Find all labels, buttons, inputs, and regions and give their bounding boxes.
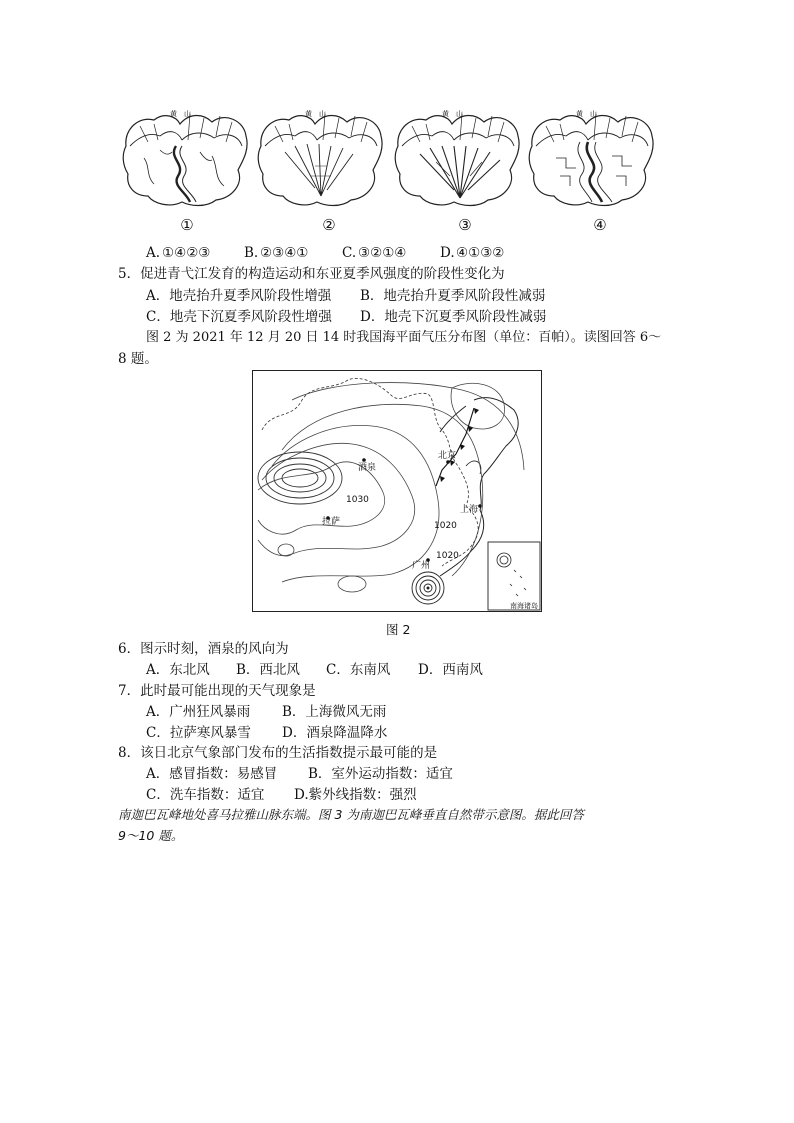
city-jiuquan: 酒泉: [358, 463, 377, 473]
isobar-value-1020-south: 1020: [436, 551, 459, 561]
q4-option-a-letter: A.: [146, 245, 161, 261]
q8-stem: 8．该日北京气象部门发布的生活指数提示最可能的是: [118, 745, 438, 761]
q4-option-b-letter: B.: [244, 245, 259, 261]
q7-option-c: C．拉萨寒风暴雪: [146, 725, 251, 741]
panel-4-label: ④: [593, 216, 607, 234]
city-shanghai: 上海: [460, 505, 479, 515]
panel-1-label: ①: [180, 216, 194, 234]
map-caption: 图 2: [386, 622, 411, 637]
panel-2-mountain-label: 黄 山: [305, 110, 326, 118]
q7-option-a: A．广州狂风暴雨: [146, 704, 251, 720]
q7-option-d: D．酒泉降温降水: [282, 725, 388, 741]
city-lasa: 拉萨: [322, 517, 341, 527]
q5-option-a: A．地壳抬升夏季风阶段性增强: [146, 288, 332, 304]
q6-option-a: A．东北风: [146, 662, 210, 678]
q8-option-d: D.紫外线指数：强烈: [294, 787, 417, 803]
river-panel-1-image: [120, 106, 252, 211]
q8-option-b: B．室外运动指数：适宜: [308, 766, 453, 782]
q6-option-c: C．东南风: [326, 662, 391, 678]
q4-option-b-text: ②③④①: [260, 245, 309, 261]
river-panel-3-image: [392, 106, 524, 211]
city-guangzhou: 广州: [412, 561, 431, 571]
pressure-map: [252, 370, 542, 612]
q6-stem: 6．图示时刻，酒泉的风向为: [118, 641, 289, 657]
q4-option-d-letter: D.: [440, 245, 455, 261]
q4-option-c-letter: C.: [342, 245, 357, 261]
fig3-intro-line2: 9～10 题。: [118, 828, 184, 843]
q5-option-d: D．地壳下沉夏季风阶段性减弱: [360, 309, 547, 325]
q8-option-a: A．感冒指数：易感冒: [146, 766, 278, 782]
q7-stem: 7．此时最可能出现的天气现象是: [118, 683, 316, 699]
q6-option-d: D．西南风: [418, 662, 483, 678]
fig3-intro-line1: 南迦巴瓦峰地处喜马拉雅山脉东端。图 3 为南迦巴瓦峰垂直自然带示意图。据此回答: [118, 807, 584, 822]
q6-option-b: B．西北风: [236, 662, 300, 678]
q5-option-c: C．地壳下沉夏季风阶段性增强: [146, 309, 332, 325]
q7-option-b: B．上海微风无雨: [282, 704, 387, 720]
inset-label: 南海诸岛: [510, 602, 538, 610]
panel-3-mountain-label: 黄 山: [442, 110, 463, 118]
panel-2-label: ②: [322, 216, 336, 234]
fig2-intro-line1: 图 2 为 2021 年 12 月 20 日 14 时我国海平面气压分布图（单位：百帕）。读图回答 6～: [146, 330, 662, 345]
isobar-value-1020-east: 1020: [434, 521, 457, 531]
q5-option-b: B．地壳抬升夏季风阶段性减弱: [360, 288, 546, 304]
q4-option-a-text: ①④②③: [162, 245, 211, 261]
river-panel-2-image: [255, 106, 387, 211]
panel-3-label: ③: [458, 216, 472, 234]
q4-option-d-text: ④①③②: [456, 245, 505, 261]
panel-4-mountain-label: 黄 山: [576, 110, 597, 118]
river-panel-4-image: [526, 106, 658, 211]
panel-1-mountain-label: 黄 山: [170, 110, 191, 118]
isobar-value-1030: 1030: [346, 495, 369, 505]
q4-option-c-text: ③②①④: [358, 245, 407, 261]
city-beijing: 北京: [438, 451, 457, 461]
fig2-intro-line2: 8 题。: [118, 351, 158, 367]
q8-option-c: C．洗车指数：适宜: [146, 787, 265, 803]
q5-stem: 5．促进青弋江发育的构造运动和东亚夏季风强度的阶段性变化为: [118, 266, 505, 282]
